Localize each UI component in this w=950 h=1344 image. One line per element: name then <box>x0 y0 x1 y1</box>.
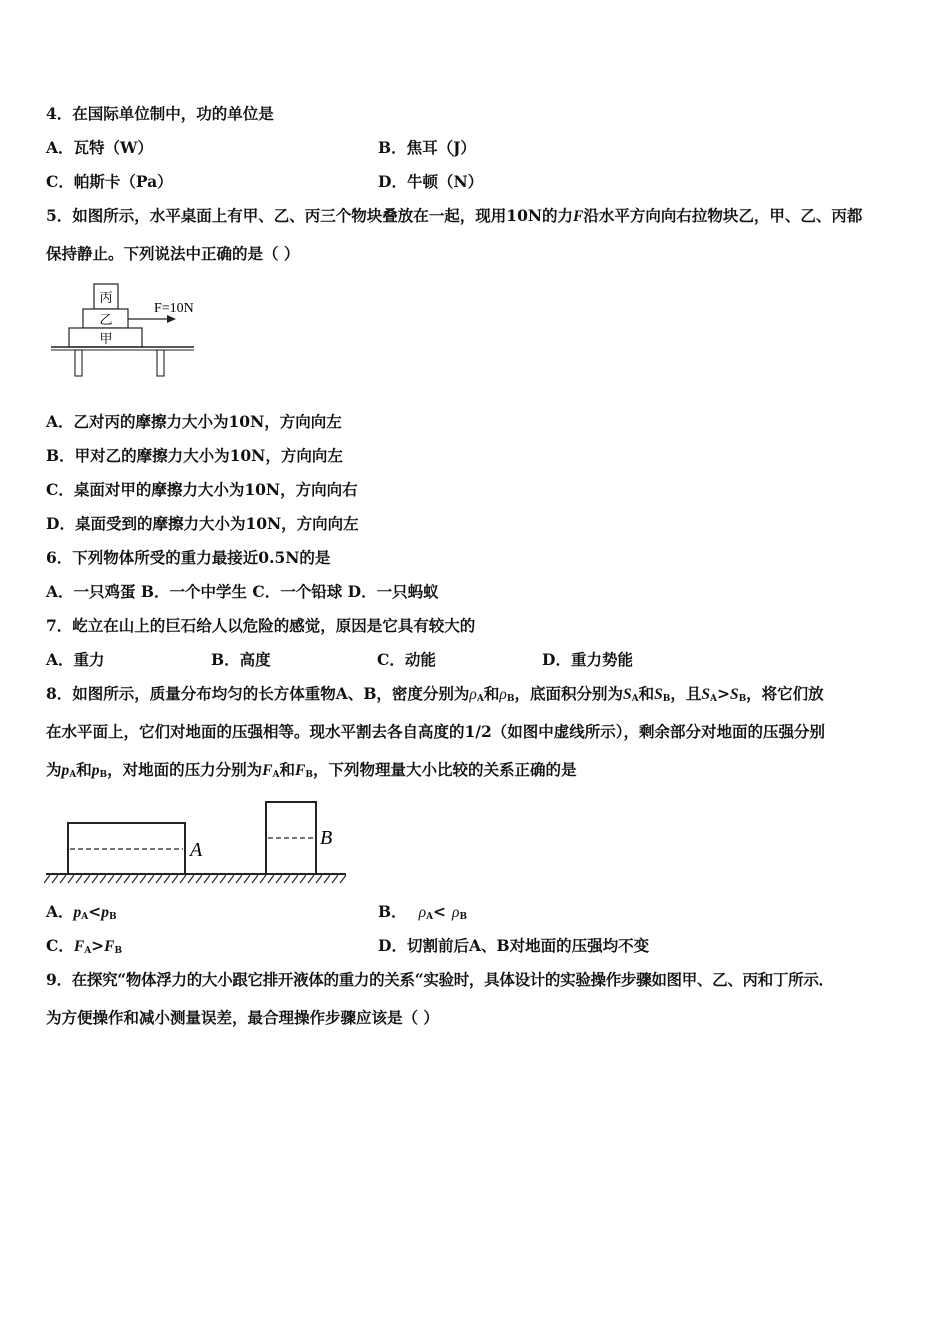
table-leg-right <box>157 350 164 376</box>
q7-option-c: C．动能 <box>377 650 436 669</box>
q7-option-d: D．重力势能 <box>542 650 633 669</box>
block-jia-label: 甲 <box>99 331 113 346</box>
q4-option-d: D．牛顿（N） <box>378 172 484 191</box>
force-label: F=10N <box>154 301 194 316</box>
q8-option-d: D．切割前后A、B对地面的压强均不变 <box>378 936 650 955</box>
q7-stem: 7．屹立在山上的巨石给人以危险的感觉，原因是它具有较大的 <box>46 616 476 635</box>
q5-option-b: B．甲对乙的摩擦力大小为10N，方向向左 <box>46 446 343 465</box>
q7-option-b: B．高度 <box>211 650 271 669</box>
block-b-label: B <box>320 827 333 849</box>
q6-options: A．一只鸡蛋 B．一个中学生 C．一个铅球 D．一只蚂蚁 <box>46 582 439 601</box>
q5-option-d: D．桌面受到的摩擦力大小为10N，方向向左 <box>46 514 359 533</box>
q8-stem-line2: 在水平面上，它们对地面的压强相等。现水平割去各自高度的1/2（如图中虚线所示），剩余部分对地面的压强分别 <box>46 722 825 741</box>
q4-option-b: B．焦耳（J） <box>378 138 476 157</box>
q4-stem: 4．在国际单位制中，功的单位是 <box>46 104 274 123</box>
q8-option-a: A．$p_A<p_B$ <box>46 902 117 922</box>
q5-stem-line2: 保持静止。下列说法中正确的是（ ） <box>46 244 300 263</box>
q5-option-c: C．桌面对甲的摩擦力大小为10N，方向向右 <box>46 480 358 499</box>
q8-stem-line3: 为$p_A$和$p_B$，对地面的压力分别为$F_A$和$F_B$，下列物理量大小比较的关系正确的是 <box>46 760 577 780</box>
q8-figure-blocks <box>44 798 350 888</box>
q9-stem-line1: 9．在探究“物体浮力的大小跟它排开液体的重力的关系“实验时，具体设计的实验操作步骤如图甲、乙、丙和丁所示． <box>46 970 834 989</box>
q9-stem-line2: 为方便操作和减小测量误差，最合理操作步骤应该是（ ） <box>46 1008 439 1027</box>
block-yi-label: 乙 <box>99 312 113 327</box>
q7-option-a: A．重力 <box>46 650 105 669</box>
table-leg-left <box>75 350 82 376</box>
q8-option-b: B． $\rho_A< \rho_B$ <box>378 902 468 922</box>
q8-stem-line1: 8．如图所示，质量分布均匀的长方体重物A、B，密度分别为$\rho_A$和$\rho_B$，底面积分别为$S_A$和$S_B$，且$S_A>S_B$，将它们放 <box>46 684 824 704</box>
q5-figure-blocks-on-table <box>48 280 208 380</box>
block-a-label: A <box>190 839 203 861</box>
q6-stem: 6．下列物体所受的重力最接近0.5N的是 <box>46 548 331 567</box>
q4-option-a: A．瓦特（W） <box>46 138 153 157</box>
q5-option-a: A．乙对丙的摩擦力大小为10N，方向向左 <box>46 412 342 431</box>
force-arrow-head <box>167 315 176 323</box>
q8-option-c: C．$F_A>F_B$ <box>46 936 123 956</box>
ground-hatching <box>44 875 346 883</box>
q4-option-c: C．帕斯卡（Pa） <box>46 172 173 191</box>
block-bing-label: 丙 <box>99 290 113 305</box>
q5-stem-line1: 5．如图所示，水平桌面上有甲、乙、丙三个物块叠放在一起，现用10N的力F沿水平方向向右拉物块乙，甲、乙、丙都 <box>46 206 863 225</box>
